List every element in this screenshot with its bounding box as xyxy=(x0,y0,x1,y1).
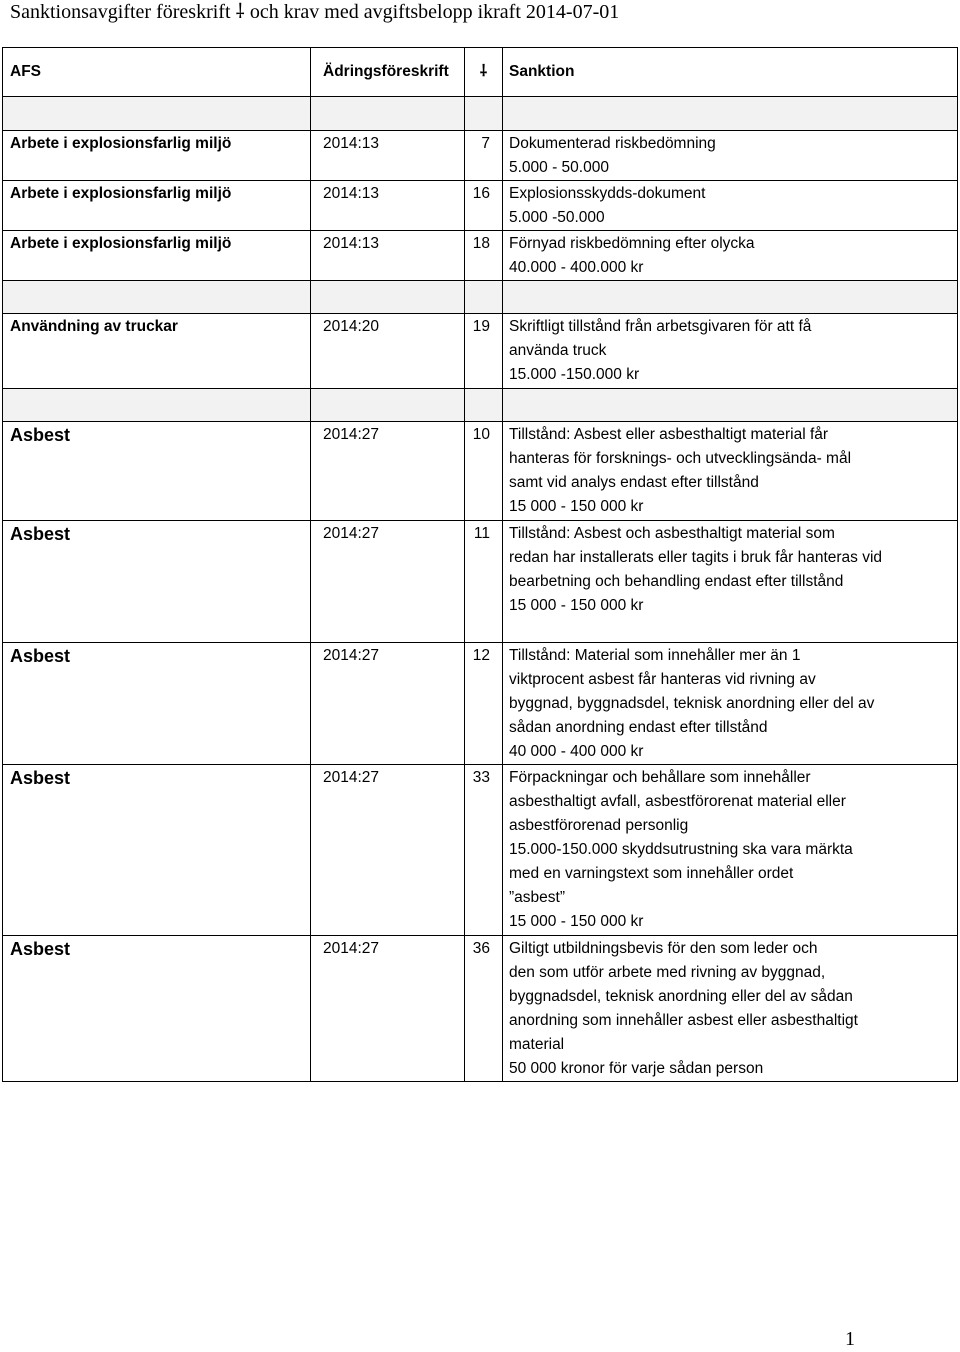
table-spacer-row xyxy=(3,281,958,314)
cell-paragraph: 11 xyxy=(465,521,503,643)
table-row xyxy=(3,181,958,231)
sanction-text-line: 40 000 - 400 000 kr xyxy=(509,743,644,760)
table-spacer-row xyxy=(3,389,958,422)
table-row xyxy=(3,314,958,389)
cell-sanction xyxy=(503,936,958,1082)
sanction-text-line: använda truck xyxy=(509,342,607,359)
cell-sanction xyxy=(503,181,958,231)
sanction-text-line: 5.000 - 50.000 xyxy=(509,159,609,176)
spacer-cell xyxy=(311,389,465,422)
cell-area: Asbest xyxy=(3,422,311,521)
spacer-cell xyxy=(3,281,311,314)
cell-afs-number: 2014:27 xyxy=(311,936,465,1082)
header-symbol: ⸸ xyxy=(465,48,503,97)
cell-paragraph: 7 xyxy=(465,131,503,181)
header-andringsforeskrift: Ädringsföreskrift xyxy=(311,48,465,97)
spacer-cell xyxy=(311,281,465,314)
table-row xyxy=(3,422,958,521)
sanction-text-line: 15 000 - 150 000 kr xyxy=(509,597,644,614)
cell-area: Arbete i explosionsfarlig miljö xyxy=(3,181,311,231)
sanction-table xyxy=(2,47,958,1082)
cell-sanction xyxy=(503,643,958,765)
cell-afs-number: 2014:27 xyxy=(311,643,465,765)
cell-area: Arbete i explosionsfarlig miljö xyxy=(3,131,311,181)
spacer-cell xyxy=(311,97,465,131)
cell-paragraph: 16 xyxy=(465,181,503,231)
page-number: 1 xyxy=(845,1328,855,1350)
cell-sanction xyxy=(503,521,958,643)
sanction-text-line: Förnyad riskbedömning efter olycka xyxy=(509,235,755,252)
cell-paragraph: 19 xyxy=(465,314,503,389)
cell-afs-number: 2014:27 xyxy=(311,521,465,643)
header-afs: AFS xyxy=(3,48,311,97)
sanction-text-line: viktprocent asbest får hanteras vid rivning av xyxy=(509,671,816,688)
sanction-text-line: Explosionsskydds-dokument xyxy=(509,185,706,202)
sanction-text-line: 15 000 - 150 000 kr xyxy=(509,913,644,930)
sanction-text-line: den som utför arbete med rivning av byggnad, xyxy=(509,964,826,981)
sanction-text-line: Förpackningar och behållare som innehåller xyxy=(509,769,811,786)
spacer-cell xyxy=(503,281,958,314)
sanction-text-line: Giltigt utbildningsbevis för den som leder och xyxy=(509,940,818,957)
sanction-text-line: samt vid analys endast efter tillstånd xyxy=(509,474,759,491)
sanction-text-line: byggnad, byggnadsdel, teknisk anordning eller del av xyxy=(509,695,875,712)
cell-sanction xyxy=(503,131,958,181)
cell-afs-number: 2014:27 xyxy=(311,765,465,936)
document-title: Sanktionsavgifter föreskrift ⸸ och krav med avgiftsbelopp ikraft 2014-07-01 xyxy=(10,1,620,23)
sanction-text-line: material xyxy=(509,1036,565,1053)
spacer-cell xyxy=(503,389,958,422)
cell-area: Arbete i explosionsfarlig miljö xyxy=(3,231,311,281)
table-row xyxy=(3,521,958,643)
cell-area: Asbest xyxy=(3,936,311,1082)
cell-afs-number: 2014:20 xyxy=(311,314,465,389)
sanction-text-line: sådan anordning endast efter tillstånd xyxy=(509,719,768,736)
sanction-text-line: med en varningstext som innehåller ordet xyxy=(509,865,794,882)
sanction-text-line: Dokumenterad riskbedömning xyxy=(509,135,716,152)
cell-paragraph: 36 xyxy=(465,936,503,1082)
cell-afs-number: 2014:27 xyxy=(311,422,465,521)
cell-afs-number: 2014:13 xyxy=(311,231,465,281)
sanction-text-line: Tillstånd: Material som innehåller mer än 1 xyxy=(509,647,801,664)
cell-area: Asbest xyxy=(3,643,311,765)
cell-paragraph: 18 xyxy=(465,231,503,281)
table-header-row xyxy=(3,48,958,97)
cell-afs-number: 2014:13 xyxy=(311,181,465,231)
sanction-text-line: bearbetning och behandling endast efter tillstånd xyxy=(509,573,844,590)
sanction-text-line: byggnadsdel, teknisk anordning eller del av sådan xyxy=(509,988,853,1005)
spacer-cell xyxy=(465,389,503,422)
sanction-text-line: 15.000-150.000 skyddsutrustning ska vara märkta xyxy=(509,841,853,858)
spacer-cell xyxy=(465,281,503,314)
table-row xyxy=(3,765,958,936)
cell-sanction xyxy=(503,765,958,936)
cell-area: Asbest xyxy=(3,521,311,643)
sanction-text-line: anordning som innehåller asbest eller asbesthaltigt xyxy=(509,1012,858,1029)
sanction-text-line: asbesthaltigt avfall, asbestförorenat material eller xyxy=(509,793,846,810)
cell-paragraph: 12 xyxy=(465,643,503,765)
sanction-text-line: Skriftligt tillstånd från arbetsgivaren för att få xyxy=(509,318,812,335)
cell-sanction xyxy=(503,314,958,389)
table-row xyxy=(3,231,958,281)
sanction-text-line: 40.000 - 400.000 kr xyxy=(509,259,644,276)
sanction-text-line: 50 000 kronor för varje sådan person xyxy=(509,1060,764,1077)
cell-sanction xyxy=(503,231,958,281)
cell-area: Användning av truckar xyxy=(3,314,311,389)
table-row xyxy=(3,643,958,765)
cell-area: Asbest xyxy=(3,765,311,936)
table-row xyxy=(3,131,958,181)
sanction-text-line: 5.000 -50.000 xyxy=(509,209,605,226)
cell-paragraph: 33 xyxy=(465,765,503,936)
cell-sanction xyxy=(503,422,958,521)
sanction-text-line: Tillstånd: Asbest och asbesthaltigt material som xyxy=(509,525,835,542)
spacer-cell xyxy=(503,97,958,131)
sanction-text-line: ”asbest” xyxy=(509,889,565,906)
table-spacer-row xyxy=(3,97,958,131)
sanction-text-line: 15.000 -150.000 kr xyxy=(509,366,640,383)
spacer-cell xyxy=(3,97,311,131)
sanction-text-line: redan har installerats eller tagits i bruk får hanteras vid xyxy=(509,549,883,566)
table-row xyxy=(3,936,958,1082)
sanction-text-line: Tillstånd: Asbest eller asbesthaltigt material får xyxy=(509,426,829,443)
header-sanktion: Sanktion xyxy=(503,48,958,97)
spacer-cell xyxy=(465,97,503,131)
spacer-cell xyxy=(3,389,311,422)
cell-paragraph: 10 xyxy=(465,422,503,521)
sanction-text-line: 15 000 - 150 000 kr xyxy=(509,498,644,515)
cell-afs-number: 2014:13 xyxy=(311,131,465,181)
sanction-text-line: asbestförorenad personlig xyxy=(509,817,689,834)
sanction-text-line: hanteras för forsknings- och utvecklingsända- mål xyxy=(509,450,852,467)
